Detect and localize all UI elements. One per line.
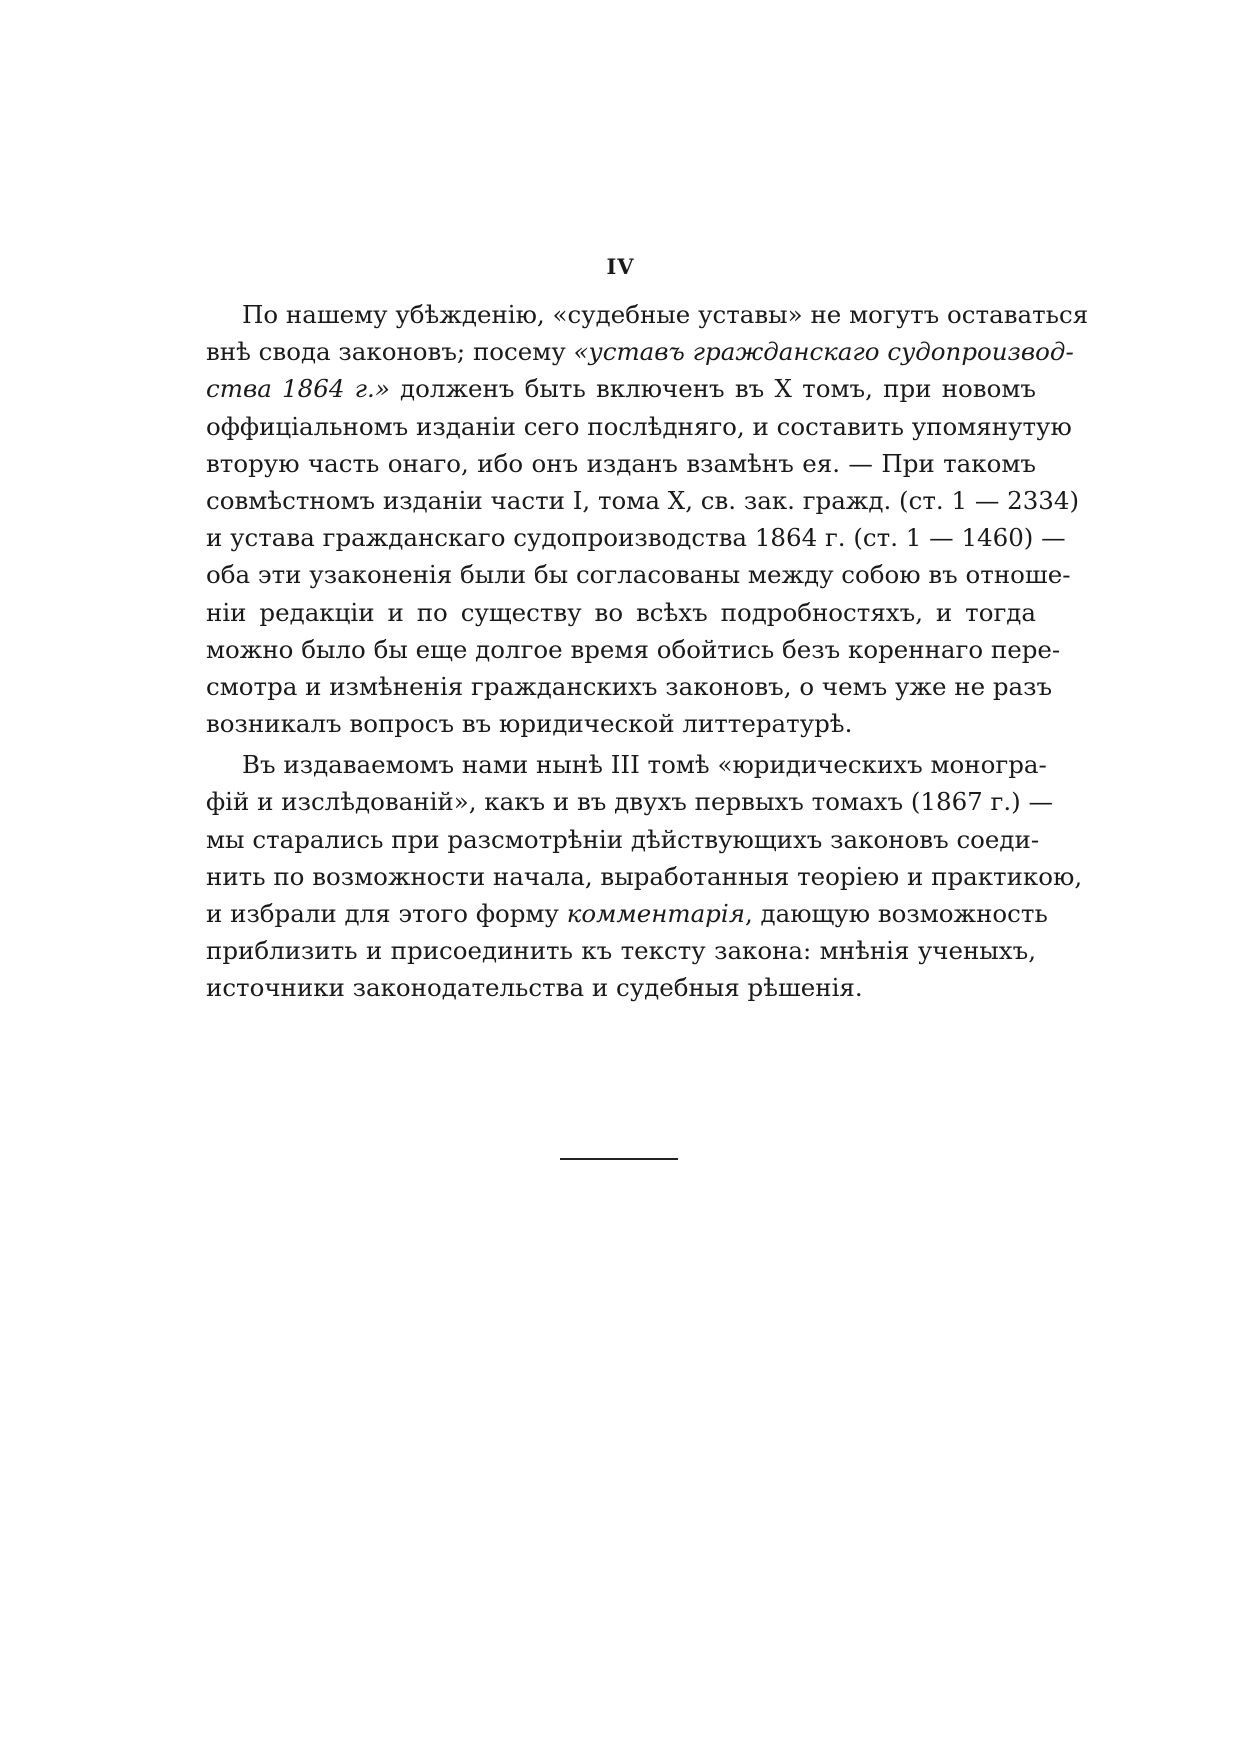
text-line <box>206 932 1036 969</box>
text-line <box>206 482 1080 519</box>
text-line <box>206 333 1074 370</box>
paragraph <box>206 296 1089 742</box>
text-line <box>206 895 1048 932</box>
text-segment: и устава гражданскаго судопроизводства 1864 г. (ст. 1 — 1460) — <box>206 523 1066 553</box>
italic-segment: «уставъ гражданскаго судопроизвод- <box>573 337 1074 367</box>
text-line <box>206 668 1053 705</box>
text-segment: оффиціальномъ изданіи сего послѣдняго, и составить упомянутую <box>206 411 1072 441</box>
text-line <box>206 969 1036 1006</box>
text-segment: Въ издаваемомъ нами нынѣ III томѣ «юридическихъ моногра- <box>242 750 1047 780</box>
text-segment: можно было бы еще долгое время обойтись безъ кореннаго пере- <box>206 634 1061 664</box>
text-segment: мы старались при разсмотрѣніи дѣйствующихъ законовъ соеди- <box>206 824 1040 854</box>
text-segment: вторую часть онаго, ибо онъ изданъ взамѣнъ ея. — При такомъ <box>206 448 1036 478</box>
text-line <box>206 858 1083 895</box>
text-segment: внѣ свода законовъ; посему <box>206 337 574 367</box>
italic-segment: комментарія <box>566 899 745 928</box>
text-line <box>206 783 1053 820</box>
text-segment: оба эти узаконенія были бы согласованы между собою въ отноше- <box>206 560 1071 590</box>
text-line <box>206 746 1047 783</box>
text-line <box>206 519 1066 556</box>
body-text <box>206 296 1089 1007</box>
italic-segment: ства 1864 г.» <box>206 374 390 404</box>
text-line <box>206 408 1072 445</box>
text-segment: ніи редакціи и по существу во всѣхъ подробностяхъ, и тогда <box>206 597 1036 627</box>
text-line <box>206 296 1089 333</box>
text-segment: возникалъ вопросъ въ юридической литтературѣ. <box>206 709 853 739</box>
text-line <box>206 370 1036 407</box>
text-segment: фій и изслѣдованій», какъ и въ двухъ первыхъ томахъ (1867 г.) — <box>206 787 1053 817</box>
text-segment: По нашему убѣжденію, «судебные уставы» не могутъ оставаться <box>242 300 1089 329</box>
text-segment: смотра и измѣненія гражданскихъ законовъ, о чемъ уже не разъ <box>206 671 1053 701</box>
text-line <box>206 705 1036 742</box>
text-segment: приблизить и присоединить къ тексту закона: мнѣнія ученыхъ, <box>206 936 1036 966</box>
page-number: IV <box>606 254 635 279</box>
text-line <box>206 556 1071 593</box>
text-segment: источники законодательства и судебныя рѣшенія. <box>206 973 863 1003</box>
text-segment: совмѣстномъ изданіи части I, тома X, св. зак. гражд. (ст. 1 — 2334) <box>206 485 1080 515</box>
closing-rule <box>560 1158 678 1160</box>
text-line <box>206 445 1036 482</box>
text-segment: нить по возможности начала, выработанныя теоріею и практикою, <box>206 861 1083 891</box>
text-segment: долженъ быть включенъ въ X томъ, при новомъ <box>389 374 1036 404</box>
text-segment: и избрали для этого форму <box>206 899 567 928</box>
text-segment: , дающую возможность <box>744 899 1048 928</box>
text-line <box>206 594 1036 631</box>
text-line <box>206 631 1061 668</box>
paragraph <box>206 746 1083 1006</box>
text-line <box>206 821 1040 858</box>
